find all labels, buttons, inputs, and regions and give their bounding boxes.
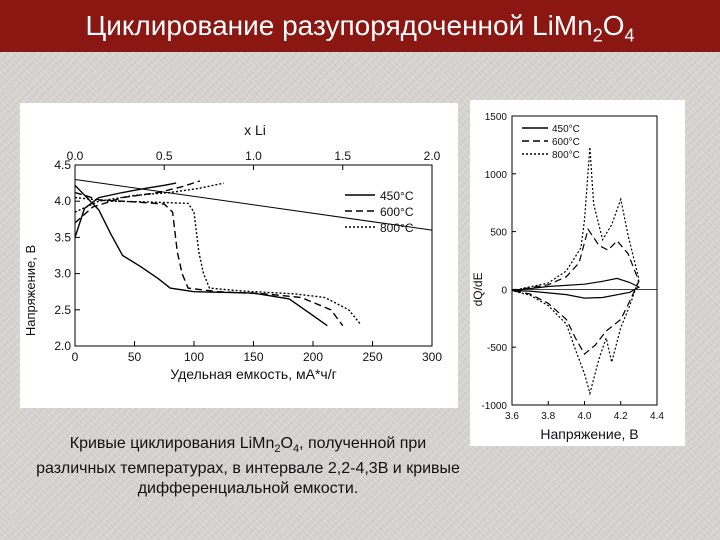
y-axis-title: Напряжение, В (23, 244, 38, 337)
x-tick-label: 0 (71, 350, 79, 364)
x2-tick-label: 0.5 (155, 149, 173, 163)
y-tick-label: 4.0 (54, 194, 71, 209)
caption-sub-1: 2 (274, 443, 281, 456)
x-tick-label: 150 (243, 350, 264, 364)
differential-capacity-panel (470, 100, 685, 446)
y-tick-label: 1500 (484, 112, 507, 123)
slide-title (0, 0, 720, 52)
legend-label: 800°C (552, 150, 580, 161)
x-li-reference-line (75, 179, 432, 230)
caption-part-2: O (280, 435, 293, 452)
x-tick-label: 250 (362, 350, 383, 364)
y-tick-label: 1000 (484, 169, 507, 181)
x-tick-label: 3.6 (505, 411, 519, 422)
x-axis-title: Напряжение, В (540, 426, 639, 442)
legend-label: 450°C (552, 124, 580, 135)
x2-tick-label: 1.0 (245, 149, 262, 163)
x-tick-label: 4.0 (577, 411, 592, 422)
caption-sub-2: 4 (292, 443, 300, 456)
x-tick-label: 4.2 (613, 411, 628, 422)
discharge-curve-dashed (75, 193, 343, 326)
legend-label: 600°C (380, 205, 414, 219)
title-main: Циклирование разупорядоченной LiMn (85, 10, 593, 41)
x-tick-label: 3.8 (541, 411, 556, 422)
legend-label: 800°C (380, 221, 414, 235)
title-subscript-4: 4 (624, 25, 635, 46)
discharge-curve-dotted (75, 198, 361, 325)
legend-label: 450°C (380, 189, 414, 203)
y-tick-label: 3.0 (54, 266, 71, 281)
x-tick-label: 100 (183, 350, 205, 364)
x-tick-label: 50 (127, 350, 142, 364)
cycling-chart (20, 103, 458, 408)
differential-capacity-chart (470, 100, 685, 446)
y-tick-label: 3.5 (54, 230, 71, 245)
y-axis-title: dQ/dE (471, 272, 485, 307)
title-subscript-2: 2 (592, 25, 603, 46)
x-tick-label: 200 (302, 350, 324, 364)
y-tick-label: 4.5 (54, 158, 71, 172)
figure-caption (28, 434, 468, 499)
x-tick-label: 4.4 (650, 411, 664, 422)
x-axis-title: Удельная емкость, мА*ч/г (170, 366, 337, 382)
discharge-curve-solid (75, 185, 327, 325)
y-tick-label: 0 (501, 285, 507, 297)
x2-tick-label: 0.0 (66, 149, 84, 163)
y-tick-label: -1000 (481, 401, 507, 412)
y-tick-label: 2.5 (54, 302, 71, 317)
y-tick-label: -500 (486, 343, 507, 355)
y-tick-label: 2.0 (54, 339, 71, 353)
caption-part-3: , полученной при различных температурах, в интервале 2,2-4,3В и кривые дифференциальной емкости. (36, 435, 460, 498)
dqde-curve-dotted (512, 147, 639, 393)
plot-frame (512, 116, 657, 405)
cycling-chart-panel (20, 103, 458, 408)
plot-frame (75, 165, 432, 346)
title-oxygen: O (602, 10, 625, 41)
y-tick-label: 500 (490, 227, 507, 239)
x-tick-label: 300 (421, 350, 443, 364)
x2-tick-label: 1.5 (334, 149, 352, 163)
legend-label: 600°C (552, 137, 580, 148)
caption-part-1: Кривые циклирования LiMn (69, 435, 275, 452)
x2-axis-title: x Li (244, 122, 266, 138)
x2-tick-label: 2.0 (423, 149, 441, 163)
